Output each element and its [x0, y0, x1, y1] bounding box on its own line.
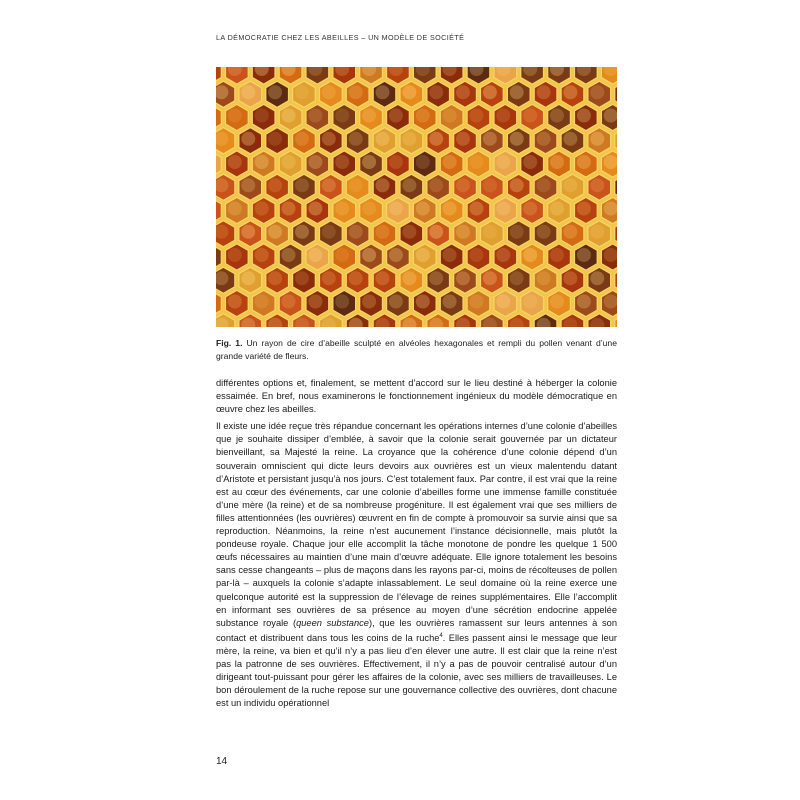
pollen-highlight [295, 85, 309, 99]
pollen-highlight [295, 178, 309, 192]
pollen-highlight [577, 202, 591, 216]
pollen-highlight [335, 202, 349, 216]
pollen-highlight [241, 271, 255, 285]
pollen-highlight [228, 295, 242, 309]
pollen-highlight [510, 178, 524, 192]
pollen-highlight [510, 225, 524, 239]
pollen-highlight [429, 225, 443, 239]
pollen-highlight [389, 109, 403, 123]
pollen-highlight [308, 295, 322, 309]
pollen-highlight [335, 109, 349, 123]
pollen-highlight [282, 109, 296, 123]
pollen-highlight [376, 225, 390, 239]
pollen-highlight [268, 178, 282, 192]
pollen-highlight [577, 295, 591, 309]
pollen-highlight [241, 178, 255, 192]
pollen-highlight [255, 109, 269, 123]
pollen-highlight [349, 85, 363, 99]
pollen-highlight [456, 132, 470, 146]
pollen-highlight [443, 202, 457, 216]
pollen-highlight [349, 225, 363, 239]
figure-caption [216, 337, 617, 362]
pollen-highlight [523, 109, 537, 123]
pollen-highlight [523, 155, 537, 169]
pollen-highlight [295, 132, 309, 146]
pollen-highlight [335, 155, 349, 169]
pollen-highlight [496, 248, 510, 262]
pollen-highlight [268, 225, 282, 239]
paragraph-text: ), que les ouvrières ramassent sur leurs antennes à son contact et distribuent dans tous les coins de la ruche [216, 617, 617, 643]
paragraph-text: . Elles passent ainsi le message que leur mère, la reine, va bien et qu’il n’y a pas lieu d’en élever une autre. Il est clair que la reine n’est pas la patronne de ses ouvrières. Effectivement, il n’y a pas de pouvoir centralisé autour d’un dirigeant tout-puissant pour gérer les affaires de la colonie, avec ses milliers de travailleuses. Le bon déroulement de la ruche repose sur une gouvernance collective des ouvrières, dont chacune est un individu opérationnel [216, 632, 617, 709]
pollen-highlight [268, 271, 282, 285]
pollen-highlight [483, 178, 497, 192]
pollen-highlight [537, 178, 551, 192]
pollen-highlight [537, 132, 551, 146]
pollen-highlight [416, 295, 430, 309]
pollen-highlight [537, 225, 551, 239]
pollen-highlight [456, 271, 470, 285]
pollen-highlight [429, 85, 443, 99]
pollen-highlight [255, 155, 269, 169]
pollen-highlight [483, 132, 497, 146]
pollen-highlight [563, 132, 577, 146]
pollen-highlight [443, 155, 457, 169]
pollen-highlight [416, 202, 430, 216]
pollen-highlight [322, 178, 336, 192]
pollen-highlight [590, 271, 604, 285]
pollen-highlight [308, 202, 322, 216]
pollen-highlight [483, 225, 497, 239]
pollen-highlight [416, 109, 430, 123]
pollen-highlight [523, 202, 537, 216]
pollen-highlight [362, 155, 376, 169]
pollen-highlight [483, 85, 497, 99]
pollen-highlight [456, 178, 470, 192]
pollen-highlight [376, 132, 390, 146]
pollen-highlight [537, 85, 551, 99]
pollen-highlight [429, 271, 443, 285]
pollen-highlight [402, 271, 416, 285]
pollen-highlight [389, 248, 403, 262]
pollen-highlight [429, 132, 443, 146]
pollen-highlight [389, 295, 403, 309]
figure-caption-text: Un rayon de cire d’abeille sculpté en alvéoles hexagonales et rempli du pollen venant d’une grande variété de fleurs. [216, 338, 617, 361]
pollen-highlight [282, 295, 296, 309]
page-number: 14 [216, 756, 228, 767]
pollen-highlight [456, 85, 470, 99]
pollen-highlight [282, 202, 296, 216]
pollen-highlight [563, 225, 577, 239]
figure-label: Fig. 1. [216, 338, 243, 348]
pollen-highlight [362, 109, 376, 123]
pollen-highlight [322, 271, 336, 285]
pollen-highlight [510, 132, 524, 146]
pollen-highlight [282, 248, 296, 262]
pollen-highlight [376, 85, 390, 99]
pollen-highlight [241, 132, 255, 146]
italic-term: queen substance [296, 617, 369, 628]
pollen-highlight [563, 271, 577, 285]
pollen-highlight [241, 225, 255, 239]
pollen-highlight [577, 155, 591, 169]
pollen-highlight [510, 85, 524, 99]
pollen-highlight [268, 85, 282, 99]
pollen-highlight [295, 225, 309, 239]
pollen-highlight [389, 202, 403, 216]
pollen-highlight [590, 85, 604, 99]
pollen-highlight [416, 155, 430, 169]
pollen-highlight [496, 155, 510, 169]
pollen-highlight [295, 271, 309, 285]
pollen-highlight [349, 132, 363, 146]
pollen-highlight [228, 248, 242, 262]
honeycomb-photo [216, 67, 617, 327]
pollen-highlight [496, 202, 510, 216]
pollen-highlight [470, 248, 484, 262]
paragraph-text: Il existe une idée reçue très répandue concernant les opérations internes d’une colonie d’abeilles que je souhaite dissiper d’emblée, à savoir que la colonie serait gouvernée par un dictateur bienveillant, sa Majesté la reine. La croyance que la cohérence d’une colonie dépend d’un souverain omniscient qui dicte leurs devoirs aux ouvrières est un vieux malentendu datant d’Aristote et persistant jusqu’à nos jours. C’est totalement faux. Par contre, il est vrai que la reine est au cœur des événements, car une colonie d’abeilles forme une immense famille constituée d’une mère (la reine) et de sa nombreuse progéniture. Il est également vrai que ses milliers de filles attentionnées (les ouvrières) œuvrent en fin de compte à promouvoir sa survie ainsi que sa reproduction. Néanmoins, la reine n’est aucunement l’instance décisionnelle, mais plutôt la pondeuse royale. Chaque jour elle accomplit la tâche monotone de pondre les quelque 1 500 œufs nécessaires au maintien d’une main d’œuvre adéquate. Elle ignore totalement les besoins sans cesse changeants – plus de maçons dans les rayons par-ci, moins de récolteuses de pollen par-là – auxquels la colonie s’adapte inlassablement. Le seul domaine où la reine exerce une quelconque autorité est la suppression de l’élevage de reines supplémentaires. Elle l’accomplit en informant ses ouvrières de sa présence au moyen d’une sécrétion endocrine appelée substance royale ( [216, 421, 617, 628]
pollen-highlight [362, 248, 376, 262]
pollen-highlight [416, 248, 430, 262]
pollen-highlight [563, 178, 577, 192]
pollen-highlight [241, 85, 255, 99]
pollen-highlight [537, 271, 551, 285]
pollen-highlight [349, 178, 363, 192]
pollen-highlight [402, 132, 416, 146]
pollen-highlight [443, 109, 457, 123]
pollen-highlight [550, 109, 564, 123]
pollen-highlight [523, 248, 537, 262]
pollen-highlight [550, 248, 564, 262]
pollen-highlight [550, 295, 564, 309]
pollen-highlight [443, 248, 457, 262]
pollen-highlight [308, 109, 322, 123]
pollen-highlight [268, 132, 282, 146]
pollen-highlight [470, 109, 484, 123]
pollen-highlight [402, 85, 416, 99]
pollen-highlight [590, 132, 604, 146]
pollen-highlight [590, 225, 604, 239]
pollen-highlight [523, 295, 537, 309]
pollen-highlight [510, 271, 524, 285]
pollen-highlight [456, 225, 470, 239]
pollen-highlight [483, 271, 497, 285]
pollen-highlight [255, 295, 269, 309]
pollen-highlight [563, 85, 577, 99]
honeycomb-image [216, 67, 617, 327]
pollen-highlight [376, 271, 390, 285]
pollen-highlight [577, 248, 591, 262]
pollen-highlight [402, 225, 416, 239]
pollen-highlight [496, 109, 510, 123]
pollen-highlight [322, 225, 336, 239]
pollen-highlight [376, 178, 390, 192]
pollen-highlight [429, 178, 443, 192]
pollen-highlight [308, 155, 322, 169]
pollen-highlight [470, 202, 484, 216]
pollen-highlight [282, 155, 296, 169]
pollen-highlight [335, 248, 349, 262]
pollen-highlight [255, 202, 269, 216]
pollen-highlight [470, 295, 484, 309]
pollen-highlight [443, 295, 457, 309]
pollen-highlight [550, 202, 564, 216]
pollen-highlight [349, 271, 363, 285]
paragraph: différentes options et, finalement, se mettent d’accord sur le lieu destiné à héberger la colonie essaimée. En bref, nous examinerons le fonctionnement ingénieux du modèle démocratique en œuvre chez les abeilles. [216, 378, 617, 415]
pollen-highlight [228, 202, 242, 216]
pollen-highlight [470, 155, 484, 169]
pollen-highlight [590, 178, 604, 192]
pollen-highlight [389, 155, 403, 169]
pollen-highlight [322, 85, 336, 99]
pollen-highlight [228, 109, 242, 123]
pollen-highlight [362, 295, 376, 309]
footnote-ref[interactable]: 4 [439, 632, 443, 639]
pollen-highlight [550, 155, 564, 169]
pollen-highlight [228, 155, 242, 169]
body-text [216, 377, 617, 710]
pollen-highlight [335, 295, 349, 309]
pollen-highlight [496, 295, 510, 309]
pollen-highlight [362, 202, 376, 216]
pollen-highlight [402, 178, 416, 192]
paragraph [216, 420, 617, 710]
pollen-highlight [322, 132, 336, 146]
pollen-highlight [577, 109, 591, 123]
pollen-highlight [308, 248, 322, 262]
running-header: LA DÉMOCRATIE CHEZ LES ABEILLES – UN MODÈLE DE SOCIÉTÉ [216, 33, 465, 42]
pollen-highlight [255, 248, 269, 262]
